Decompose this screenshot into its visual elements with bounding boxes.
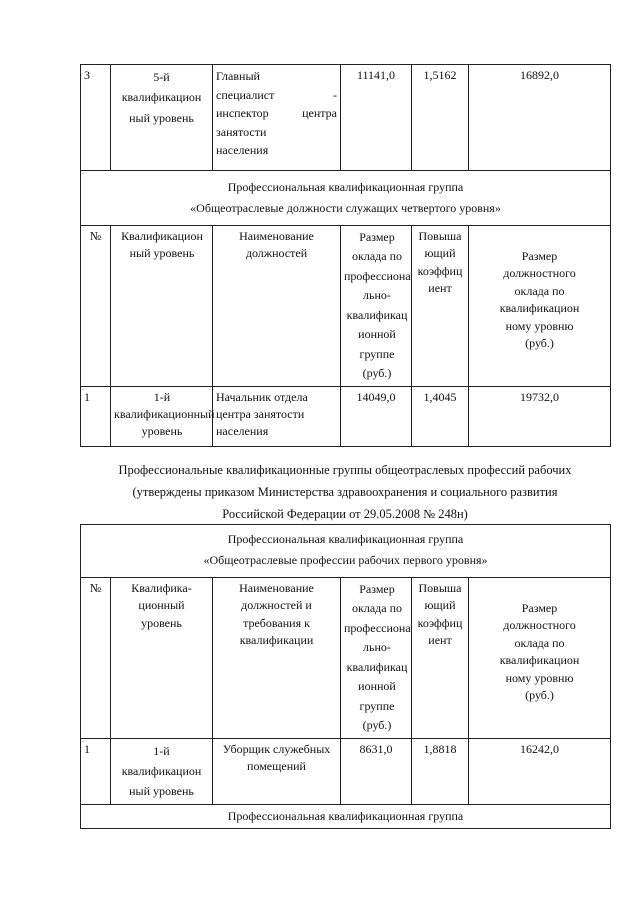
position-salary: 19732,0 [469, 386, 611, 446]
row-number: 3 [81, 65, 111, 171]
table-row [81, 738, 611, 804]
group-subtitle: «Общеотраслевые должности служащих четвертого уровня» [190, 201, 501, 215]
header-coef: Повыша ющий коэффиц иент [412, 226, 469, 387]
heading-line-1: Профессиональные квалификационные группы общеотраслевых профессий рабочих [118, 463, 572, 477]
position-name: Начальник отдела центра занятости населения [213, 386, 341, 446]
header-salary: Размер оклада по профессиона льно-квалификац ионной группе (руб.) [341, 578, 412, 739]
header-result: Размер должностного оклада по квалификацион ному уровню (руб.) [469, 226, 611, 387]
header-num: № [81, 226, 111, 387]
row-number: 1 [81, 738, 111, 804]
raise-coefficient: 1,5162 [412, 65, 469, 171]
header-result: Размер должностного оклада по квалификацион ному уровню (руб.) [469, 578, 611, 739]
base-salary: 14049,0 [341, 386, 412, 446]
table-row [81, 386, 611, 446]
position-salary: 16242,0 [469, 738, 611, 804]
position-name: Уборщик служебных помещений [213, 738, 341, 804]
qualification-level: 5-й квалификацион ный уровень [111, 65, 213, 171]
group-band [81, 804, 611, 828]
header-level: Квалифика-ционный уровень [111, 578, 213, 739]
base-salary: 8631,0 [341, 738, 412, 804]
heading-line-2: (утверждены приказом Министерства здравоохранения и социального развития [132, 484, 558, 499]
qualification-level: 1-й квалификационный уровень [111, 386, 213, 446]
qualification-level: 1-й квалификацион ный уровень [111, 738, 213, 804]
position-salary: 16892,0 [469, 65, 611, 171]
raise-coefficient: 1,4045 [412, 386, 469, 446]
section-heading [80, 460, 610, 526]
header-name: Наименование должностей и требования к квалификации [213, 578, 341, 739]
raise-coefficient: 1,8818 [412, 738, 469, 804]
header-level: Квалификацион ный уровень [111, 226, 213, 387]
qualification-table-2 [80, 524, 611, 829]
row-number: 1 [81, 386, 111, 446]
header-coef: Повыша ющий коэффиц иент [412, 578, 469, 739]
group-title: Профессиональная квалификационная группа [227, 532, 464, 546]
table-row [81, 65, 611, 171]
header-num: № [81, 578, 111, 739]
group-band [81, 525, 611, 578]
qualification-table-1 [80, 64, 611, 447]
group-title: Профессиональная квалификационная группа [227, 180, 464, 194]
group-band [81, 171, 611, 226]
position-name: Главный специалист - инспектор центра занятости населения [213, 65, 341, 171]
header-name: Наименование должностей [213, 226, 341, 387]
group-subtitle: «Общеотраслевые профессии рабочих первого уровня» [203, 553, 488, 567]
heading-line-3: Российской Федерации от 29.05.2008 № 248н) [222, 506, 468, 521]
header-row [81, 578, 611, 739]
base-salary: 11141,0 [341, 65, 412, 171]
header-salary: Размер оклада по профессиона льно-квалификац ионной группе (руб.) [341, 226, 412, 387]
header-row [81, 226, 611, 387]
group-title: Профессиональная квалификационная группа [81, 804, 611, 828]
